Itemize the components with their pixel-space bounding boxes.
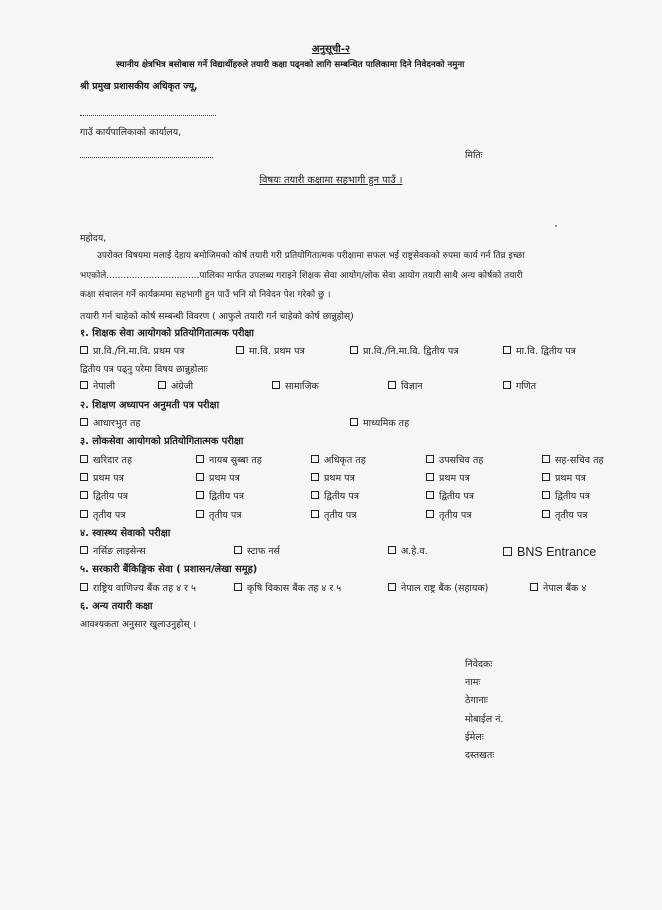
option-nepal-bank[interactable]: नेपाल बैंक ४ [530,583,586,594]
speck-mark [555,225,557,227]
section-6-title: ६. अन्य तयारी कक्षा [80,601,153,612]
option-s2-1[interactable]: माध्यमिक तह [350,418,409,429]
checkbox-icon[interactable] [80,381,88,389]
checkbox-icon[interactable] [530,583,538,591]
paper1-upasachiv[interactable]: प्रथम पत्र [426,473,470,484]
section-1-title: १. शिक्षक सेवा आयोगको प्रतियोगितात्मक परीक्षा [80,328,254,339]
subject-nepali[interactable]: नेपाली [80,381,115,392]
address-label: ठेगानाः [465,695,488,706]
checkbox-icon[interactable] [80,346,88,354]
checkbox-icon[interactable] [426,455,434,463]
level-kharidar[interactable]: खरिदार तह [80,455,132,466]
signature-label: दस्तखतः [465,750,495,761]
option-ahw[interactable]: अ.हे.व. [388,546,428,557]
paper3-nayab-subba[interactable]: तृतीय पत्र [196,510,241,521]
paper2-nayab-subba[interactable]: द्वितीय पत्र [196,491,244,502]
checkbox-icon[interactable] [80,491,88,499]
paper2-adhikrit[interactable]: द्वितीय पत्र [311,491,359,502]
applicant-label: निवेदकः [465,659,493,670]
checkbox-icon[interactable] [542,455,550,463]
checkbox-icon[interactable] [542,473,550,481]
option-s2-0[interactable]: आधारभुत तह [80,418,140,429]
body-line-2 [80,271,523,282]
option-s1-1[interactable]: मा.वि. प्रथम पत्र [236,346,305,357]
checkbox-icon[interactable] [196,473,204,481]
annex-title: अनुसूची-२ [311,44,351,55]
office-line: गाउँ कार्यपालिकाको कार्यालय, [80,127,182,138]
option-s1-2[interactable]: प्रा.वि./नि.मा.वि. द्वितीय पत्र [350,346,459,357]
date-label: मितिः [465,150,483,161]
checkbox-icon[interactable] [80,455,88,463]
section-2-title: २. शिक्षण अध्यापन अनुमती पत्र परीक्षा [80,400,220,411]
paper3-kharidar[interactable]: तृतीय पत्र [80,510,125,521]
checkbox-icon[interactable] [311,510,319,518]
subject-prompt: द्वितीय पत्र पढ्नु परेमा विषय छान्नुहोलाः [80,364,208,375]
checkbox-icon[interactable] [426,491,434,499]
subject-social[interactable]: सामाजिक [272,381,319,392]
checkbox-icon[interactable] [234,583,242,591]
checkbox-icon[interactable] [80,473,88,481]
subject-english[interactable]: अंग्रेजी [158,381,193,392]
checkbox-icon[interactable] [388,546,396,554]
checkbox-icon[interactable] [503,381,511,389]
body-line-2-start: भएकोले................................. [80,271,200,281]
checkbox-icon[interactable] [350,346,358,354]
subject-line: विषयः तयारी कक्षामा सहभागी हुन पाउँ । [259,175,403,186]
checkbox-icon[interactable] [311,491,319,499]
paper1-saha-sachiv[interactable]: प्रथम पत्र [542,473,586,484]
section-6-note: आवश्यकता अनुसार खुलाउनुहोस् । [80,619,197,630]
checkbox-icon[interactable] [80,546,88,554]
checkbox-icon[interactable] [542,491,550,499]
paper2-upasachiv[interactable]: द्वितीय पत्र [426,491,474,502]
checkbox-icon[interactable] [426,510,434,518]
section-3-title: ३. लोकसेवा आयोगको प्रतियोगितात्मक परीक्षा [80,436,244,447]
paper1-nayab-subba[interactable]: प्रथम पत्र [196,473,240,484]
checkbox-icon[interactable] [542,510,550,518]
paper2-saha-sachiv[interactable]: द्वितीय पत्र [542,491,590,502]
section-4-title: ४. स्वास्थ्य सेवाको परीक्षा [80,528,171,539]
course-heading: तयारी गर्न चाहेको कोर्ष सम्बन्धी विवरण ( आफुले तयारी गर्न चाहेको कोर्ष छान्नुहोस्) [80,311,354,322]
checkbox-icon[interactable] [311,473,319,481]
checkbox-icon[interactable] [234,546,242,554]
greeting: महोदय, [80,233,107,244]
checkbox-icon[interactable] [196,455,204,463]
option-bns-entrance[interactable]: BNS Entrance [503,545,596,560]
checkbox-icon[interactable] [388,583,396,591]
body-line-2-end: पालिका मार्फत उपलब्ध गराइने शिक्षक सेवा आयोग/लोक सेवा आयोग तयारी साथै अन्य कोर्षको तयारी [199,271,523,281]
checkbox-icon[interactable] [80,510,88,518]
paper1-kharidar[interactable]: प्रथम पत्र [80,473,124,484]
form-title: स्थानीय क्षेत्रभित्र बसोबास गर्ने विद्यार्थीहरुले तयारी कक्षा पढ्नको लागि सम्बन्धित पालिकामा दिने निवेदनको नमुना [116,60,465,70]
option-s1-0[interactable]: प्रा.वि./नि.मा.वि. प्रथम पत्र [80,346,184,357]
subject-science[interactable]: विज्ञान [388,381,423,392]
blank-line-municipality [80,115,216,116]
checkbox-icon[interactable] [503,346,511,354]
level-adhikrit[interactable]: अधिकृत तह [311,455,366,466]
checkbox-icon[interactable] [196,491,204,499]
paper2-kharidar[interactable]: द्वितीय पत्र [80,491,128,502]
level-upasachiv[interactable]: उपसचिव तह [426,455,483,466]
paper3-saha-sachiv[interactable]: तृतीय पत्र [542,510,587,521]
option-rastriya-banijya-bank[interactable]: राष्ट्रिय वाणिज्य बैंक तह ४ र ५ [80,583,196,594]
body-line-1: उपरोक्त विषयमा मलाई देहाय बमोजिमको कोर्ष तयारी गरी प्रतियोगितात्मक परीक्षामा सफल भई राष्ट्रसेवकको रुपमा कार्य गर्न तिव्र इच्छा [97,251,525,261]
option-s1-3[interactable]: मा.वि. द्वितीय पत्र [503,346,576,357]
checkbox-icon[interactable] [236,346,244,354]
level-saha-sachiv[interactable]: सह-सचिव तह [542,455,604,466]
checkbox-icon[interactable] [80,583,88,591]
option-staff-nurse[interactable]: स्टाफ नर्स [234,546,280,557]
checkbox-icon[interactable] [311,455,319,463]
checkbox-icon[interactable] [503,547,512,556]
name-label: नामः [465,677,481,688]
level-nayab-subba[interactable]: नायब सुब्बा तह [196,455,262,466]
addressee-line: श्री प्रमुख प्रशासकीय अधिकृत ज्यू, [80,81,198,92]
mobile-label: मोबाईल नं. [465,714,504,725]
section-5-title: ५. सरकारी बैंकिङ्गिक सेवा ( प्रशासन/लेखा समूह) [80,564,258,575]
body-line-3: कक्षा संचालन गर्ने कार्यक्रममा सहभागी हुन पाउँ भनि यो निवेदन पेश गरेको छु । [80,290,331,300]
paper3-adhikrit[interactable]: तृतीय पत्र [311,510,356,521]
option-krishi-bikas-bank[interactable]: कृषि विकास बैंक तह ४ र ५ [234,583,341,594]
checkbox-icon[interactable] [350,418,358,426]
option-nepal-rastra-bank[interactable]: नेपाल राष्ट्र बैंक (सहायक) [388,583,488,594]
checkbox-icon[interactable] [158,381,166,389]
subject-math[interactable]: गणित [503,381,536,392]
paper1-adhikrit[interactable]: प्रथम पत्र [311,473,355,484]
checkbox-icon[interactable] [388,381,396,389]
option-nursing-license[interactable]: नर्सिङ लाइसेन्स [80,546,146,557]
checkbox-icon[interactable] [196,510,204,518]
blank-line-address [80,157,213,158]
paper3-upasachiv[interactable]: तृतीय पत्र [426,510,471,521]
checkbox-icon[interactable] [272,381,280,389]
email-label: ईमेलः [465,732,484,743]
checkbox-icon[interactable] [426,473,434,481]
checkbox-icon[interactable] [80,418,88,426]
